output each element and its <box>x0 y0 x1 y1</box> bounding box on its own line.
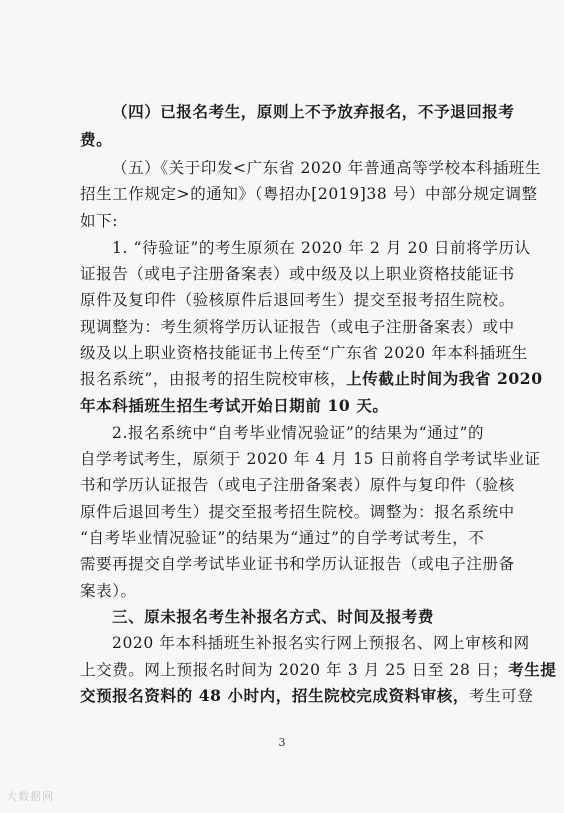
text-line: 案表）。 <box>80 582 137 600</box>
emphasis-text: 考生提 <box>508 660 557 679</box>
text-line: 费。 <box>80 130 113 149</box>
text-line: “自考毕业情况验证”的结果为“通过”的自学考试考生，不 <box>80 529 485 547</box>
text-line: 交预报名资料的 48 小时内，招生院校完成资料审核，考生可登 <box>80 686 534 705</box>
text-line: 证报告（或电子注册备案表）或中级及以上职业资格技能证书 <box>80 265 515 283</box>
text-line: 原件后退回考生）提交至报考招生院校。调整为：报名系统中 <box>80 503 515 521</box>
text-line: 自学考试考生，原须于 2020 年 4 月 15 日前将自学考试毕业证 <box>80 450 541 468</box>
text-line: 现调整为：考生须将学历认证报告（或电子注册备案表）或中 <box>80 318 515 336</box>
section-heading: 三、原未报名考生补报名方式、时间及报考费 <box>112 607 435 626</box>
watermark: 大数据网 <box>6 790 54 803</box>
text-tail: 考生可登 <box>468 687 534 705</box>
text-line: 如下: <box>80 212 119 230</box>
text-line: 年本科插班生招生考试开始日期前 10 天。 <box>80 396 389 415</box>
text-line: （五）《关于印发<广东省 2020 年普通高等学校本科插班生 <box>112 159 542 177</box>
text-line: 上交费。网上预报名时间为 2020 年 3 月 25 日至 28 日；考生提 <box>80 660 557 679</box>
text-line: 2020 年本科插班生补报名实行网上预报名、网上审核和网 <box>112 634 530 652</box>
text-line: 原件及复印件（验核原件后退回考生）提交至报考招生院校。 <box>80 291 515 309</box>
page-number: 3 <box>278 736 286 749</box>
text-line: 招生工作规定>的通知》（粤招办[2019]38 号）中部分规定调整 <box>80 185 538 203</box>
text-line: 书和学历认证报告（或电子注册备案表）原件与复印件（验核 <box>80 476 515 494</box>
text-line: 级及以上职业资格技能证书上传至“广东省 2020 年本科插班生 <box>80 344 528 362</box>
text-line: 报名系统”，由报考的招生院校审核，上传截止时间为我省 2020 <box>80 369 543 388</box>
text-line: 2.报名系统中“自考毕业情况验证”的结果为“通过”的 <box>112 424 485 442</box>
text-line: 1. “待验证”的考生原须在 2020 年 2 月 20 日前将学历认 <box>112 239 531 257</box>
text-line: 需要再提交自学考试毕业证书和学历认证报告（或电子注册备 <box>80 555 515 573</box>
text-line: （四）已报名考生，原则上不予放弃报名，不予退回报考 <box>112 102 515 121</box>
emphasis-text: 上传截止时间为我省 2020 <box>346 369 543 388</box>
